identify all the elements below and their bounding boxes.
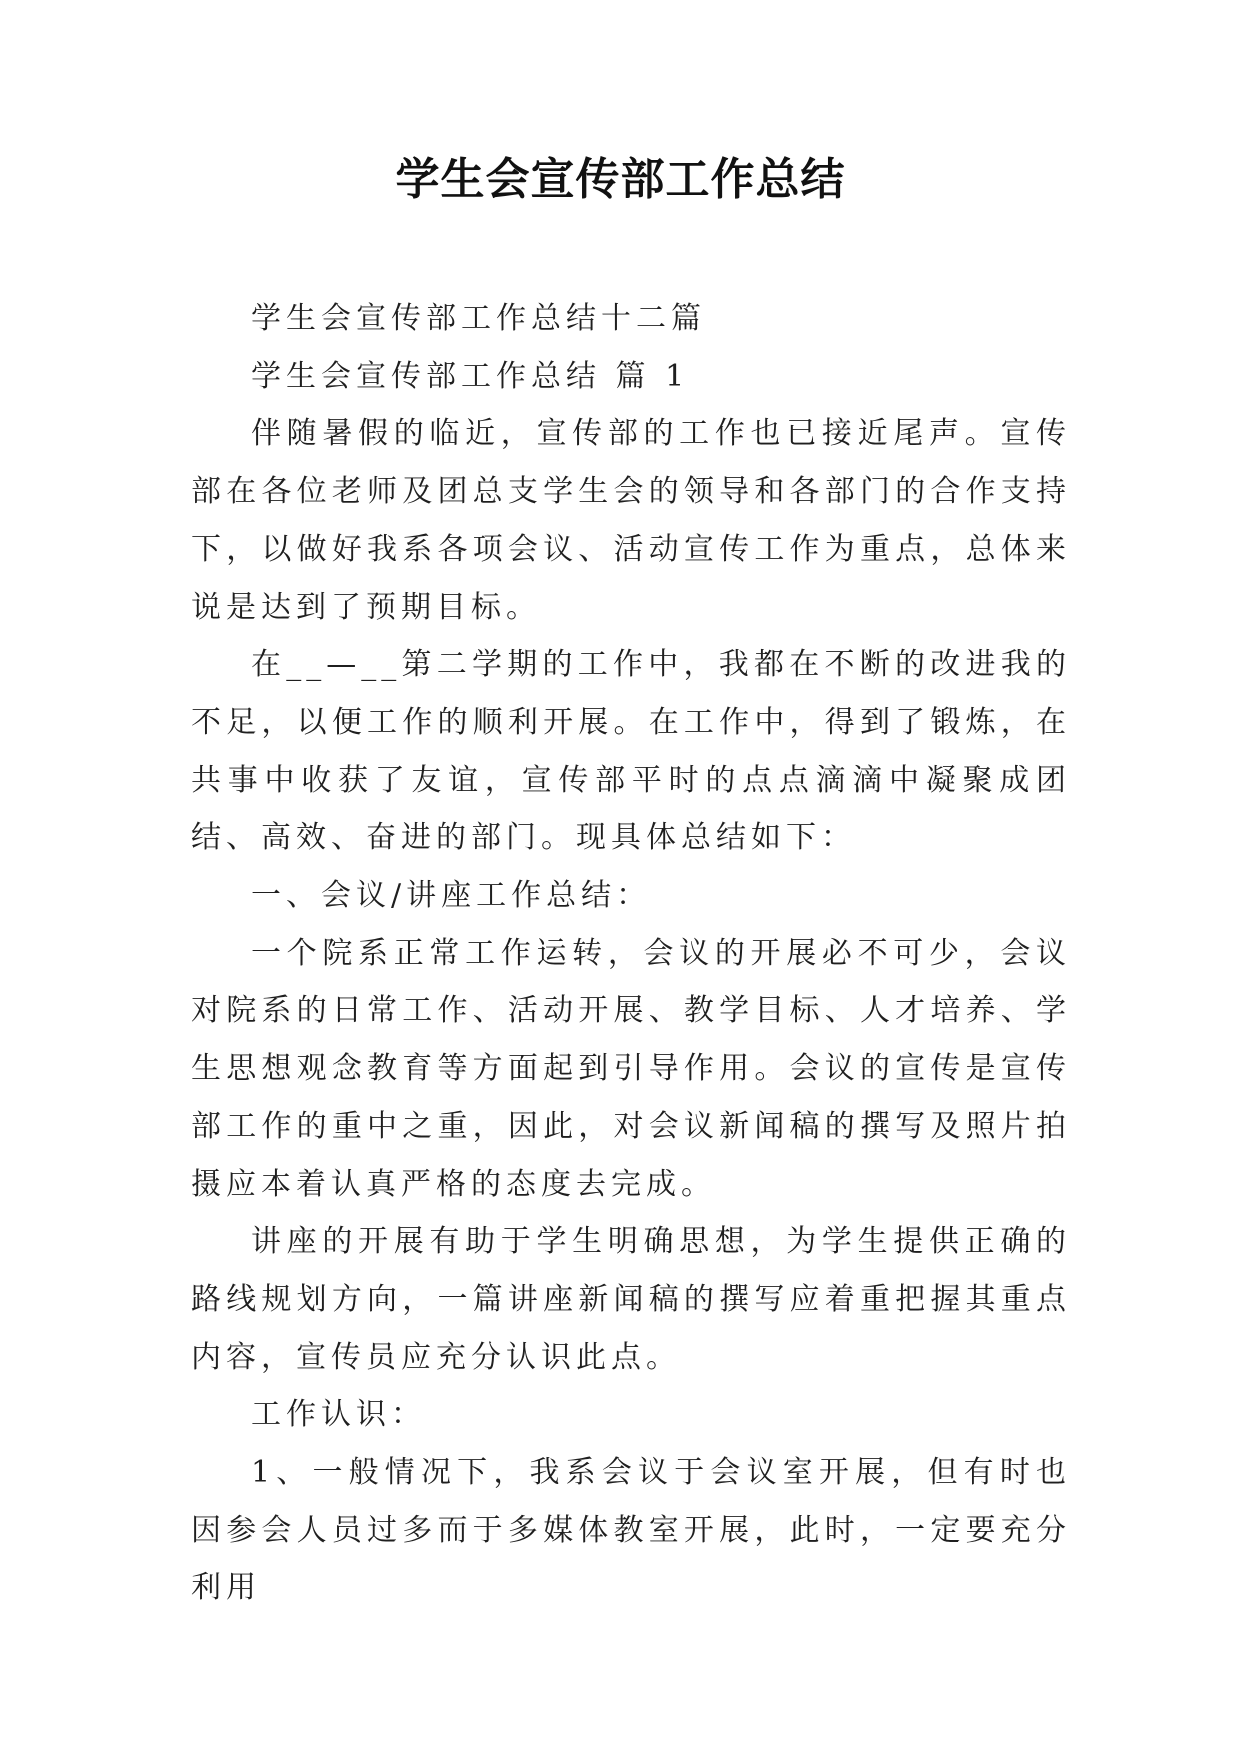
document-title: 学生会宣传部工作总结: [395, 154, 846, 205]
paragraph: 在__—__第二学期的工作中，我都在不断的改进我的不足，以便工作的顺利开展。在工作中，得到了锻炼，在共事中收获了友谊，宣传部平时的点点滴滴中凝聚成团结、高效、奋进的部门。现具体总结如下：: [191, 647, 1071, 856]
paragraph-heading: 工作认识：: [251, 1397, 426, 1433]
document-body: [191, 290, 1071, 1617]
paragraph-heading: 一、会议/讲座工作总结：: [251, 878, 652, 914]
paragraph: 1、一般情况下，我系会议于会议室开展，但有时也因参会人员过多而于多媒体教室开展，此时，一定要充分利用: [191, 1455, 1071, 1606]
paragraph: 伴随暑假的临近，宣传部的工作也已接近尾声。宣传部在各位老师及团总支学生会的领导和各部门的合作支持下，以做好我系各项会议、活动宣传工作为重点，总体来说是达到了预期目标。: [191, 416, 1071, 625]
paragraph-subtitle: 学生会宣传部工作总结十二篇: [251, 301, 706, 336]
paragraph-section-heading: 学生会宣传部工作总结 篇 1: [251, 358, 690, 394]
paragraph: 一个院系正常工作运转，会议的开展必不可少，会议对院系的日常工作、活动开展、教学目标、人才培养、学生思想观念教育等方面起到引导作用。会议的宣传是宣传部工作的重中之重，因此，对会议新闻稿的撰写及照片拍摄应本着认真严格的态度去完成。: [191, 935, 1071, 1202]
paragraph: 讲座的开展有助于学生明确思想，为学生提供正确的路线规划方向，一篇讲座新闻稿的撰写应着重把握其重点内容，宣传员应充分认识此点。: [191, 1224, 1071, 1375]
